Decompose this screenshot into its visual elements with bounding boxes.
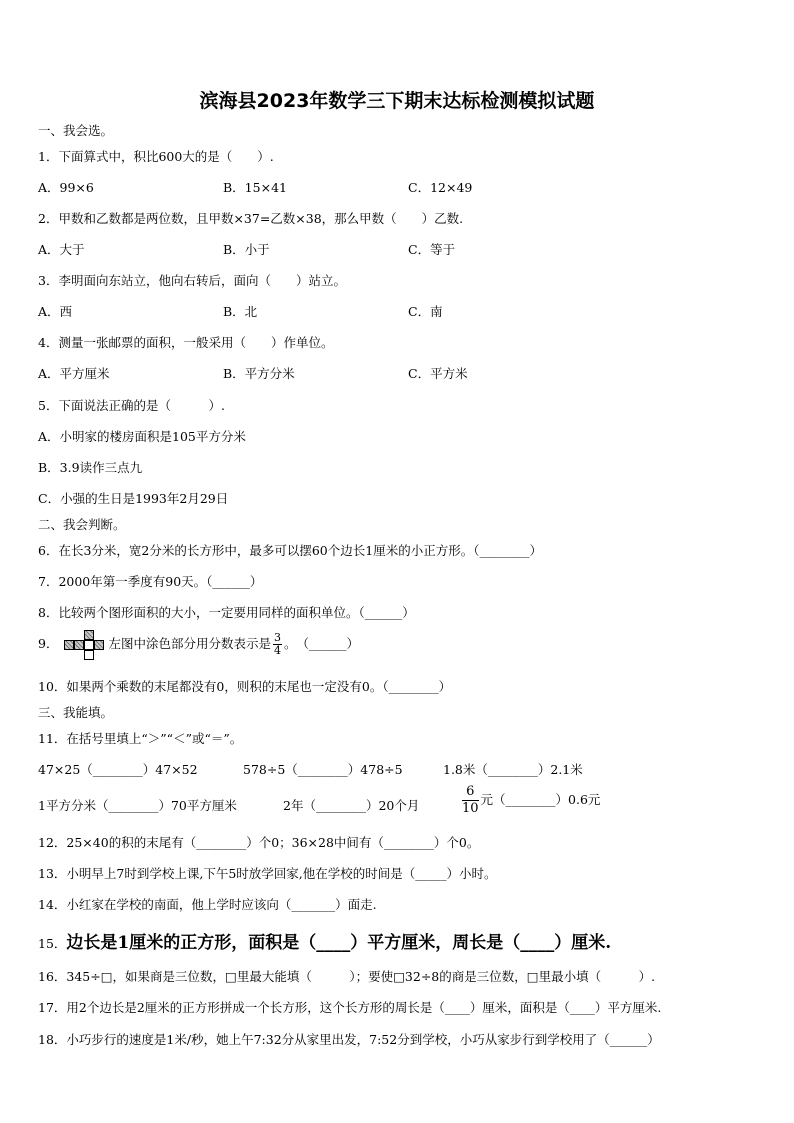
q4-option-b: B．平方分米 bbox=[223, 366, 295, 381]
q2-option-b: B．小于 bbox=[223, 242, 270, 257]
question-12: 12．25×40的积的末尾有（________）个0；36×28中间有（________）个0。 bbox=[38, 835, 480, 850]
q9-fraction-numerator: 3 bbox=[273, 631, 281, 644]
q9-number: 9． bbox=[38, 636, 59, 651]
q9-fraction bbox=[273, 632, 282, 657]
q3-option-c: C．南 bbox=[408, 304, 443, 319]
q9-fraction-denominator: 4 bbox=[273, 644, 281, 657]
question-9 bbox=[38, 632, 359, 657]
q11-fraction-denominator: 10 bbox=[462, 801, 479, 816]
question-4: 4．测量一张邮票的面积，一般采用（ ）作单位。 bbox=[38, 335, 334, 350]
q5-option-b: B．3.9读作三点九 bbox=[38, 460, 143, 475]
question-10: 10．如果两个乘数的末尾都没有0，则积的末尾也一定没有0。（________） bbox=[38, 679, 452, 694]
q2-option-c: C．等于 bbox=[408, 242, 456, 257]
question-16: 16．345÷□，如果商是三位数，□里最大能填（ ）；要使□32÷8的商是三位数，□里最小填（ ）. bbox=[38, 969, 656, 984]
question-8: 8．比较两个图形面积的大小，一定要用同样的面积单位。（______） bbox=[38, 605, 415, 620]
page-title: 滨海县2023年数学三下期末达标检测模拟试题 bbox=[199, 90, 595, 112]
section-heading-3: 三、我能填。 bbox=[38, 705, 114, 720]
q5-option-c: C．小强的生日是1993年2月29日 bbox=[38, 491, 229, 506]
q11-compare-5: 2年（________）20个月 bbox=[283, 798, 420, 813]
q11-compare-2: 578÷5（________）478÷5 bbox=[243, 762, 403, 777]
q11-compare-1: 47×25（________）47×52 bbox=[38, 762, 198, 777]
q2-option-a: A．大于 bbox=[38, 242, 85, 257]
question-14: 14．小红家在学校的南面，他上学时应该向（_______）面走. bbox=[38, 897, 377, 912]
question-13: 13．小明早上7时到学校上课,下午5时放学回家,他在学校的时间是（_____）小时。 bbox=[38, 866, 497, 881]
section-heading-1: 一、我会选。 bbox=[38, 123, 114, 138]
q5-option-a: A．小明家的楼房面积是105平方分米 bbox=[38, 429, 246, 444]
question-18: 18．小巧步行的速度是1米/秒，她上午7:32分从家里出发，7:52分到学校，小巧从家步行到学校用了（______） bbox=[38, 1032, 660, 1047]
q1-option-c: C．12×49 bbox=[408, 180, 473, 195]
q11-compare-3: 1.8米（________）2.1米 bbox=[443, 762, 583, 777]
question-11: 11．在括号里填上“＞”“＜”或“＝”。 bbox=[38, 731, 243, 746]
question-15 bbox=[38, 928, 611, 953]
question-5: 5．下面说法正确的是（ ）. bbox=[38, 398, 225, 413]
q11-compare-6 bbox=[460, 784, 600, 817]
q11-compare-4: 1平方分米（________）70平方厘米 bbox=[38, 798, 237, 813]
q1-option-b: B．15×41 bbox=[223, 180, 287, 195]
question-1: 1．下面算式中，积比600大的是（ ）. bbox=[38, 149, 274, 164]
q9-end: 。 （______） bbox=[283, 636, 359, 651]
q15-text: 边长是1厘米的正方形，面积是（____）平方厘米，周长是（____）厘米. bbox=[66, 933, 612, 953]
q11-fraction-numerator: 6 bbox=[462, 784, 479, 801]
q11-compare-6-text: 元（________）0.6元 bbox=[480, 792, 601, 807]
section-heading-2: 二、我会判断。 bbox=[38, 517, 126, 532]
q4-option-c: C．平方米 bbox=[408, 366, 468, 381]
q3-option-a: A．西 bbox=[38, 304, 73, 319]
q15-number: 15． bbox=[38, 936, 67, 951]
q3-option-b: B．北 bbox=[223, 304, 258, 319]
q11-fraction bbox=[462, 784, 479, 817]
q4-option-a: A．平方厘米 bbox=[38, 366, 110, 381]
shaded-grid-figure bbox=[64, 634, 104, 656]
question-17: 17．用2个边长是2厘米的正方形拼成一个长方形，这个长方形的周长是（____）厘米，面积是（____）平方厘米. bbox=[38, 1000, 662, 1015]
question-6: 6．在长3分米，宽2分米的长方形中，最多可以摆60个边长1厘米的小正方形。（________） bbox=[38, 543, 542, 558]
q9-text: 左图中涂色部分用分数表示是 bbox=[108, 636, 271, 651]
question-2: 2．甲数和乙数都是两位数，且甲数×37=乙数×38，那么甲数（ ）乙数. bbox=[38, 211, 464, 226]
question-7: 7．2000年第一季度有90天。（______） bbox=[38, 574, 263, 589]
q1-option-a: A．99×6 bbox=[38, 180, 94, 195]
question-3: 3．李明面向东站立，他向右转后，面向（ ）站立。 bbox=[38, 273, 346, 288]
